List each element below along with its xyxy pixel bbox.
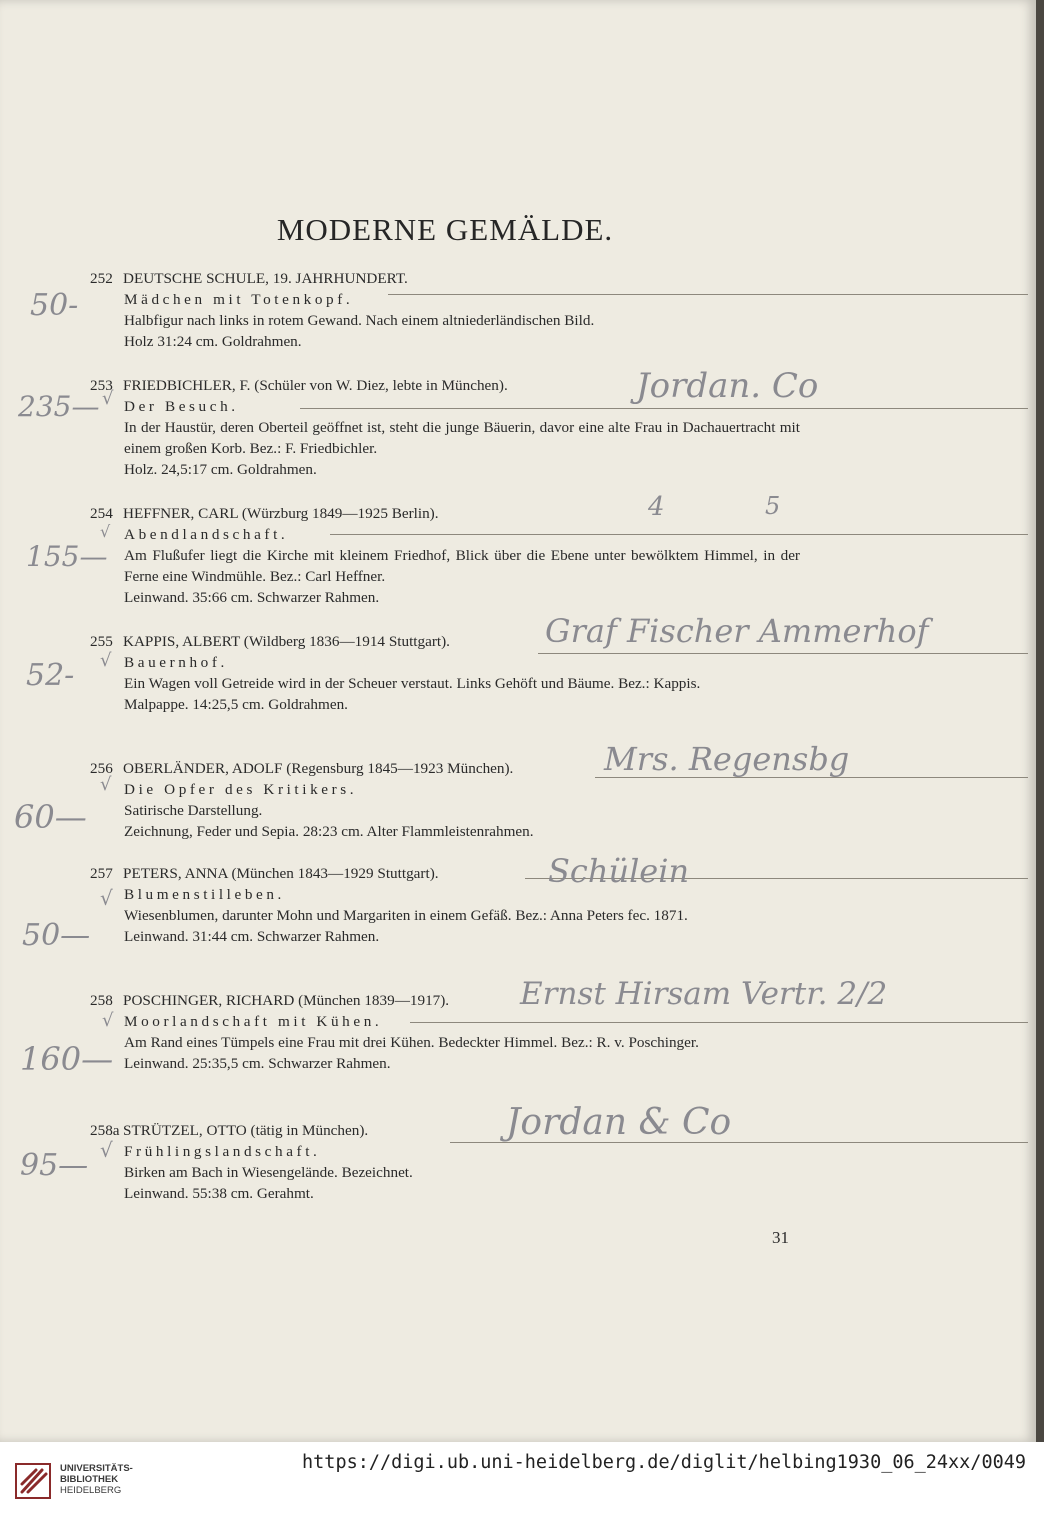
artwork-description: In der Haustür, deren Oberteil geöffnet ist, steht die junge Bäuerin, davor eine alte Frau in Dachauertracht mit einem großen Korb. Bez.: F. Friedbichler. xyxy=(124,419,800,457)
artwork-support: Zeichnung, Feder und Sepia. 28:23 cm. Alter Flammleistenrahmen. xyxy=(124,823,534,840)
artwork-support: Leinwand. 35:66 cm. Schwarzer Rahmen. xyxy=(124,589,380,606)
bleed-through-text xyxy=(600,148,1020,169)
handwritten-price: 50— xyxy=(22,918,91,953)
artwork-description: Am Rand eines Tümpels eine Frau mit drei Kühen. Bedeckter Himmel. Bez.: R. v. Poschinger. xyxy=(124,1034,699,1051)
lot-number: 255 xyxy=(90,633,113,650)
catalog-entry-257 xyxy=(90,863,810,947)
artist-name: OBERLÄNDER, ADOLF (Regensburg 1845—1923 München). xyxy=(123,760,514,777)
artist-name: KAPPIS, ALBERT (Wildberg 1836—1914 Stuttgart). xyxy=(123,633,450,650)
artwork-title: Blumenstilleben. xyxy=(124,886,285,903)
handwritten-buyer: Jordan. Co xyxy=(636,366,819,406)
artwork-description: Birken am Bach in Wiesengelände. Bezeichnet. xyxy=(124,1164,413,1181)
handwritten-mark: 5 xyxy=(765,492,781,520)
artwork-support: Leinwand. 31:44 cm. Schwarzer Rahmen. xyxy=(124,928,380,945)
viewer-footer xyxy=(0,1442,1044,1520)
check-mark: √ xyxy=(100,1138,113,1162)
page-edge xyxy=(1036,0,1044,1442)
handwritten-buyer: Ernst Hirsam Vertr. 2/2 xyxy=(520,976,888,1012)
lot-number: 254 xyxy=(90,505,113,522)
pencil-rule xyxy=(538,653,1028,654)
lot-number: 256 xyxy=(90,760,113,777)
artwork-title: Moorlandschaft mit Kühen. xyxy=(124,1013,383,1030)
catalog-entry-252 xyxy=(90,268,810,352)
artist-name: DEUTSCHE SCHULE, 19. JAHRHUNDERT. xyxy=(123,270,408,287)
artwork-support: Leinwand. 25:35,5 cm. Schwarzer Rahmen. xyxy=(124,1055,391,1072)
artwork-description: Ein Wagen voll Getreide wird in der Scheuer verstaut. Links Gehöft und Bäume. Bez.: Kappis. xyxy=(124,675,701,692)
artist-name: STRÜTZEL, OTTO (tätig in München). xyxy=(123,1122,369,1139)
catalog-entry-254 xyxy=(90,503,810,608)
artwork-support: Holz 31:24 cm. Goldrahmen. xyxy=(124,333,302,350)
handwritten-price: 160— xyxy=(20,1040,114,1078)
artwork-title: Der Besuch. xyxy=(124,398,239,415)
handwritten-price: 235— xyxy=(18,390,100,423)
lot-number: 258a xyxy=(90,1122,120,1139)
artist-name: POSCHINGER, RICHARD (München 1839—1917). xyxy=(123,992,450,1009)
lot-number: 253 xyxy=(90,377,113,394)
check-mark: √ xyxy=(102,1010,114,1031)
artwork-title: Abendlandschaft. xyxy=(124,526,289,543)
artwork-description: Satirische Darstellung. xyxy=(124,802,263,819)
handwritten-price: 95— xyxy=(20,1148,89,1183)
lot-number: 252 xyxy=(90,270,113,287)
check-mark: √ xyxy=(102,388,114,409)
artwork-title: Mädchen mit Totenkopf. xyxy=(124,291,354,308)
artwork-support: Leinwand. 55:38 cm. Gerahmt. xyxy=(124,1185,314,1202)
artwork-description: Wiesenblumen, darunter Mohn und Margariten in einem Gefäß. Bez.: Anna Peters fec. 1871. xyxy=(124,907,688,924)
lot-number: 258 xyxy=(90,992,113,1009)
handwritten-price: 60— xyxy=(14,798,87,836)
artwork-title: Bauernhof. xyxy=(124,654,228,671)
handwritten-mark: 4 xyxy=(648,492,665,522)
pencil-rule xyxy=(410,1022,1028,1023)
artwork-support: Malpappe. 14:25,5 cm. Goldrahmen. xyxy=(124,696,348,713)
artist-name: PETERS, ANNA (München 1843—1929 Stuttgart). xyxy=(123,865,439,882)
check-mark: √ xyxy=(100,522,111,541)
library-name: UNIVERSITÄTS- BIBLIOTHEK HEIDELBERG xyxy=(60,1463,133,1496)
pencil-rule xyxy=(388,294,1028,295)
check-mark: √ xyxy=(100,650,112,671)
handwritten-buyer: Mrs. Regensbg xyxy=(604,740,850,778)
lot-number: 257 xyxy=(90,865,113,882)
artwork-support: Holz. 24,5:17 cm. Goldrahmen. xyxy=(124,461,317,478)
source-url[interactable]: https://digi.ub.uni-heidelberg.de/diglit/helbing1930_06_24xx/0049 xyxy=(302,1452,1026,1473)
artwork-title: Die Opfer des Kritikers. xyxy=(124,781,358,798)
handwritten-price: 52- xyxy=(26,658,75,693)
check-mark: √ xyxy=(100,886,113,910)
artist-name: FRIEDBICHLER, F. (Schüler von W. Diez, lebte in München). xyxy=(123,377,508,394)
handwritten-buyer: Graf Fischer Ammerhof xyxy=(545,612,929,650)
handwritten-price: 155— xyxy=(26,540,108,573)
check-mark: √ xyxy=(100,774,112,795)
page-number: 31 xyxy=(772,1228,789,1247)
page-title: MODERNE GEMÄLDE. xyxy=(276,212,614,247)
artwork-description: Am Flußufer liegt die Kirche mit kleinem Friedhof, Blick über die Ebene unter bewölktem Himmel, in der Ferne eine Windmühle. Bez.: Carl Heffner. xyxy=(124,547,800,585)
handwritten-buyer: Jordan & Co xyxy=(506,1102,732,1143)
artwork-description: Halbfigur nach links in rotem Gewand. Nach einem altniederländischen Bild. xyxy=(124,312,595,329)
artist-name: HEFFNER, CARL (Würzburg 1849—1925 Berlin). xyxy=(123,505,439,522)
library-logo-icon xyxy=(10,1458,56,1504)
handwritten-buyer: Schülein xyxy=(548,852,690,890)
pencil-rule xyxy=(330,534,1028,535)
pencil-rule xyxy=(300,408,1028,409)
artwork-title: Frühlingslandschaft. xyxy=(124,1143,321,1160)
handwritten-price: 50- xyxy=(30,288,79,323)
